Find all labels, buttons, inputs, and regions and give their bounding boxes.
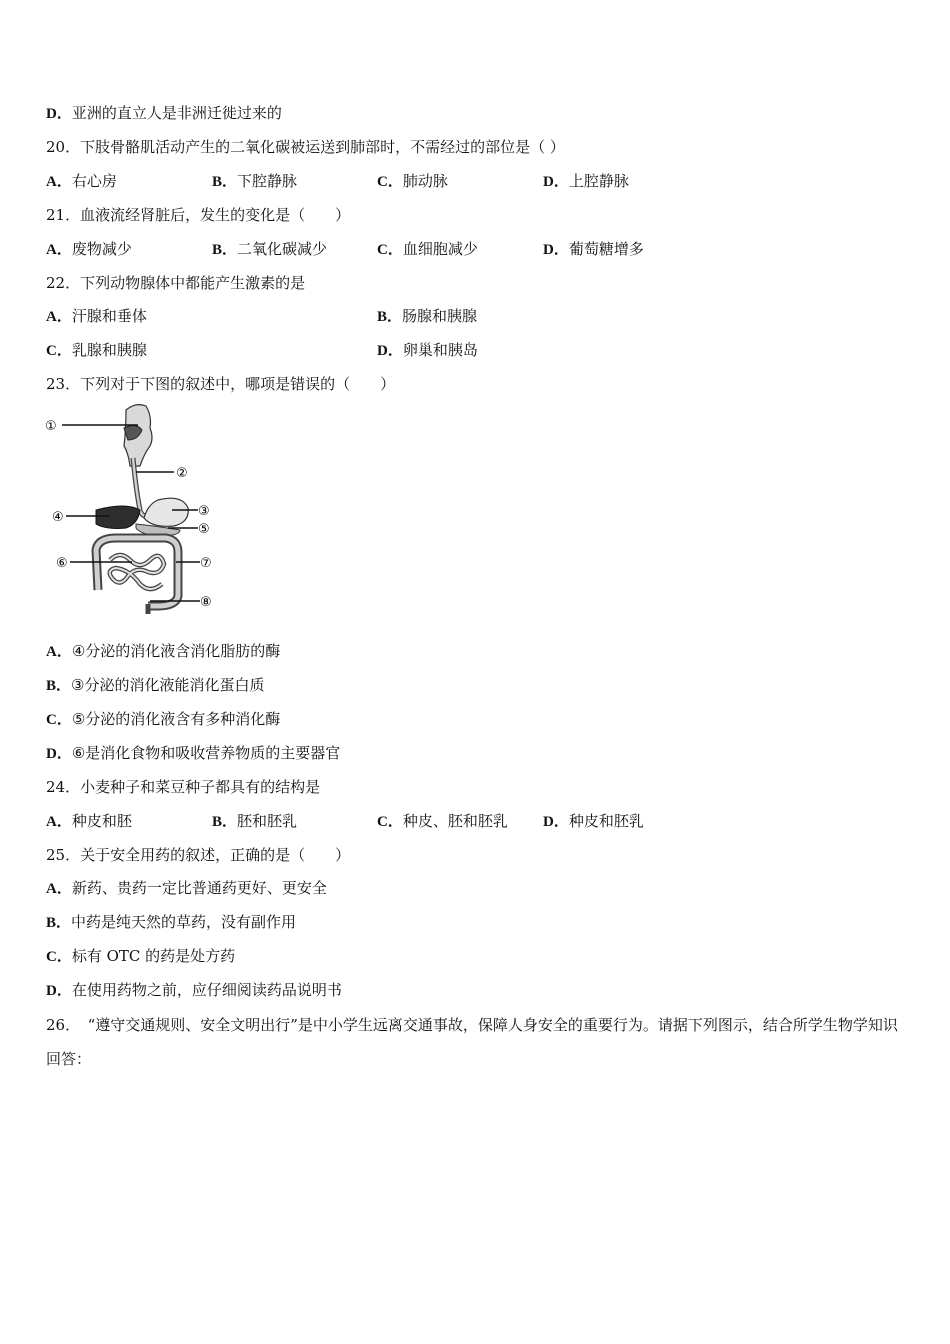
q23-option-c (46, 709, 280, 730)
option-label: D． (543, 242, 569, 258)
option-label: A． (46, 309, 72, 325)
option-text: 中药是纯天然的草药，没有副作用 (71, 913, 297, 931)
figure-label-5: ⑤ (198, 522, 210, 537)
option-label: B． (212, 814, 238, 830)
option-text: 下腔静脉 (237, 172, 298, 190)
q22-option-b (377, 306, 477, 327)
q23-option-d (46, 743, 340, 764)
q24-option-b (212, 811, 297, 832)
q25-option-d (46, 980, 342, 1001)
option-text: 亚洲的直立人是非洲迁徙过来的 (71, 104, 282, 122)
q20-stem: 20．下肢骨骼肌活动产生的二氧化碳被运送到肺部时，不需经过的部位是（ ） (46, 138, 565, 156)
option-label: C． (46, 343, 72, 359)
option-label: D． (46, 746, 72, 762)
option-text: 新药、贵药一定比普通药更好、更安全 (71, 879, 327, 897)
figure-label-1: ① (45, 419, 57, 434)
figure-label-6: ⑥ (56, 556, 68, 571)
q24-stem: 24．小麦种子和菜豆种子都具有的结构是 (46, 778, 321, 796)
q23-option-a (46, 641, 280, 662)
option-text: 肺动脉 (402, 172, 448, 190)
option-text: 二氧化碳减少 (237, 240, 328, 258)
option-text: ③分泌的消化液能消化蛋白质 (71, 676, 265, 694)
option-label: A． (46, 174, 72, 190)
q22-stem: 22．下列动物腺体中都能产生激素的是 (46, 274, 306, 292)
digestive-system-diagram (40, 400, 230, 615)
q21-option-c (377, 239, 478, 260)
q19-option-d (46, 103, 282, 124)
option-label: B． (46, 915, 72, 931)
q22-option-a (46, 306, 147, 327)
option-label: B． (377, 309, 403, 325)
liver (96, 506, 140, 529)
option-text: 废物减少 (71, 240, 132, 258)
q24-option-d (543, 811, 644, 832)
option-label: A． (46, 242, 72, 258)
option-text: 种皮和胚乳 (568, 812, 644, 830)
q22-option-c (46, 340, 147, 361)
option-text: 标有 OTC 的药是处方药 (71, 947, 236, 965)
figure-label-2: ② (176, 466, 188, 481)
q24-option-a (46, 811, 132, 832)
option-label: C． (377, 242, 403, 258)
option-text: ⑤分泌的消化液含有多种消化酶 (71, 710, 281, 728)
q21-option-a (46, 239, 132, 260)
option-label: D． (543, 814, 569, 830)
q25-option-a (46, 878, 327, 899)
q20-option-c (377, 171, 448, 192)
q24-option-c (377, 811, 508, 832)
stomach (144, 498, 188, 526)
option-text: 葡萄糖增多 (568, 240, 644, 258)
option-text: 在使用药物之前，应仔细阅读药品说明书 (71, 981, 342, 999)
option-label: B． (212, 174, 238, 190)
option-label: A． (46, 881, 72, 897)
option-text: 肠腺和胰腺 (402, 307, 478, 325)
option-label: D． (377, 343, 403, 359)
figure-label-4: ④ (52, 510, 64, 525)
q21-option-b (212, 239, 327, 260)
figure-label-7: ⑦ (200, 556, 212, 571)
q20-option-d (543, 171, 629, 192)
option-text: 血细胞减少 (402, 240, 478, 258)
option-text: ⑥是消化食物和吸收营养物质的主要器官 (71, 744, 341, 762)
option-text: 右心房 (71, 172, 117, 190)
option-text: 胚和胚乳 (237, 812, 298, 830)
q26-stem: 26． “遵守交通规则、安全文明出行”是中小学生远离交通事故，保障人身安全的重要行为。请据下列图示，结合所学生物学知识回答： (46, 1016, 898, 1068)
option-text: 汗腺和垂体 (71, 307, 147, 325)
option-label: C． (377, 174, 403, 190)
option-text: 乳腺和胰腺 (71, 341, 147, 359)
figure-label-3: ③ (198, 504, 210, 519)
figure-label-8: ⑧ (200, 595, 212, 610)
option-label: A． (46, 814, 72, 830)
option-text: 上腔静脉 (568, 172, 629, 190)
option-label: D． (46, 106, 72, 122)
option-label: D． (46, 983, 72, 999)
option-label: D． (543, 174, 569, 190)
option-label: B． (212, 242, 238, 258)
option-text: 种皮、胚和胚乳 (402, 812, 508, 830)
q20-option-b (212, 171, 297, 192)
option-label: C． (377, 814, 403, 830)
option-text: 种皮和胚 (71, 812, 132, 830)
option-text: ④分泌的消化液含消化脂肪的酶 (71, 642, 281, 660)
q21-option-d (543, 239, 644, 260)
q20-option-a (46, 171, 117, 192)
q22-option-d (377, 340, 478, 361)
option-label: B． (46, 678, 72, 694)
q23-stem: 23．下列对于下图的叙述中，哪项是错误的（ ） (46, 375, 396, 393)
q21-stem: 21．血液流经肾脏后，发生的变化是（ ） (46, 206, 351, 224)
q25-option-c (46, 946, 235, 967)
q23-option-b (46, 675, 264, 696)
option-label: A． (46, 644, 72, 660)
q25-stem: 25．关于安全用药的叙述，正确的是（ ） (46, 846, 351, 864)
option-label: C． (46, 712, 72, 728)
option-label: C． (46, 949, 72, 965)
option-text: 卵巢和胰岛 (402, 341, 478, 359)
q25-option-b (46, 912, 296, 933)
